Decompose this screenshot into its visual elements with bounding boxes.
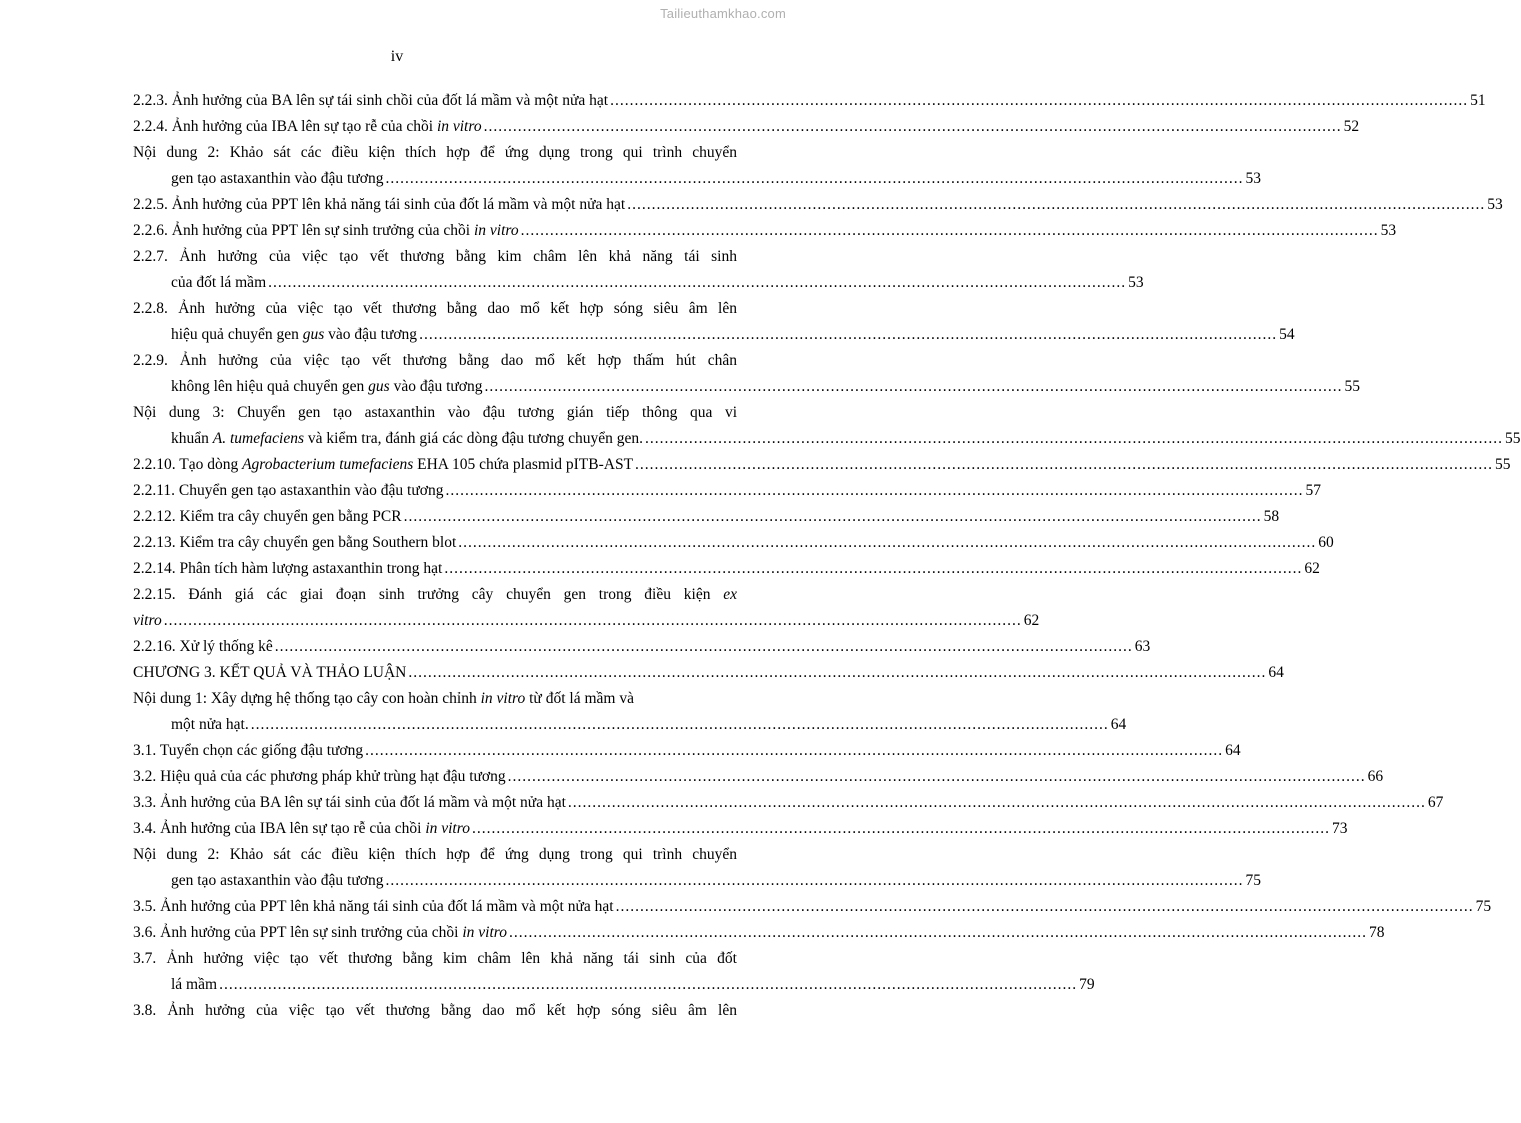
toc-entry xyxy=(133,998,737,1024)
toc-page-number: 60 xyxy=(1318,534,1334,551)
toc-entry xyxy=(133,218,1397,244)
toc-line xyxy=(133,218,1397,244)
toc-line xyxy=(133,426,1521,452)
toc-line-text: gen tạo astaxanthin vào đậu tương xyxy=(171,872,384,889)
toc-entry xyxy=(133,530,1334,556)
toc-line-text: 2.2.14. Phân tích hàm lượng astaxanthin trong hạt xyxy=(133,560,443,577)
dot-leader xyxy=(508,764,1366,790)
toc-line xyxy=(133,166,1261,192)
dot-leader xyxy=(445,478,1303,504)
toc-line xyxy=(133,582,737,608)
toc-line xyxy=(133,894,1492,920)
dot-leader xyxy=(385,868,1243,894)
toc-line xyxy=(133,712,1127,738)
toc-line xyxy=(133,296,737,322)
toc-line xyxy=(133,790,1444,816)
toc-line xyxy=(133,842,737,868)
toc-line xyxy=(133,998,737,1024)
dot-leader xyxy=(472,816,1330,842)
toc-page-number: 63 xyxy=(1134,638,1151,655)
toc-line-text xyxy=(133,586,737,603)
dot-leader xyxy=(458,530,1316,556)
toc-line-text xyxy=(133,816,470,842)
toc-page-number: 55 xyxy=(1505,430,1521,447)
toc-entry xyxy=(133,686,1127,738)
toc-entry xyxy=(133,660,1284,686)
toc-entry xyxy=(133,114,1360,140)
toc-page-number: 64 xyxy=(1110,716,1127,733)
toc-line-text: CHƯƠNG 3. KẾT QUẢ VÀ THẢO LUẬN xyxy=(133,664,407,681)
toc-page-number: 58 xyxy=(1263,508,1280,525)
dot-leader xyxy=(408,660,1266,686)
toc-line-text: 2.2.9. Ảnh hưởng của việc tạo vết thương bằng dao mổ kết hợp thấm hút chân xyxy=(133,352,737,369)
toc-line-text: 3.2. Hiệu quả của các phương pháp khử trùng hạt đậu tương xyxy=(133,768,506,785)
toc-line xyxy=(133,608,1040,634)
toc-entry xyxy=(133,244,1144,296)
toc-entry xyxy=(133,88,1486,114)
dot-leader xyxy=(509,920,1367,946)
toc-entry xyxy=(133,296,1295,348)
toc-line xyxy=(133,374,1360,400)
toc-line xyxy=(133,88,1486,114)
toc-line xyxy=(133,634,1151,660)
text-fragment: 2.2.15. Đánh giá các giai đoạn sinh trưởng cây chuyển gen trong điều kiện xyxy=(133,586,724,603)
table-of-contents xyxy=(133,88,1521,1024)
toc-line-text: 2.2.5. Ảnh hưởng của PPT lên khả năng tái sinh của đốt lá mầm và một nửa hạt xyxy=(133,196,626,213)
toc-page-number: 64 xyxy=(1225,742,1241,759)
toc-line-text: Nội dung 2: Khảo sát các điều kiện thích hợp để ứng dụng trong qui trình chuyển xyxy=(133,144,737,161)
dot-leader xyxy=(404,504,1262,530)
toc-line-text: 3.8. Ảnh hưởng của việc tạo vết thương bằng dao mổ kết hợp sóng siêu âm lên xyxy=(133,1002,737,1019)
toc-page-number: 57 xyxy=(1305,482,1321,499)
toc-entry xyxy=(133,738,1241,764)
toc-page-number: 53 xyxy=(1487,196,1503,213)
toc-page-number: 64 xyxy=(1268,664,1284,681)
toc-line-text: 3.7. Ảnh hưởng việc tạo vết thương bằng kim châm lên khả năng tái sinh của đốt xyxy=(133,950,737,967)
toc-entry xyxy=(133,140,1261,192)
toc-line-text xyxy=(171,374,482,400)
toc-line xyxy=(133,816,1348,842)
toc-entry xyxy=(133,582,1040,634)
toc-entry xyxy=(133,634,1151,660)
dot-leader xyxy=(251,712,1109,738)
toc-line-text xyxy=(133,218,519,244)
toc-line-text: một nửa hạt. xyxy=(171,716,249,733)
toc-page-number: 62 xyxy=(1304,560,1320,577)
toc-entry xyxy=(133,842,1261,894)
toc-page-number: 53 xyxy=(1128,274,1144,291)
toc-line-text xyxy=(171,322,417,348)
toc-line xyxy=(133,556,1320,582)
toc-entry xyxy=(133,452,1511,478)
italic-term: ex xyxy=(723,586,737,603)
toc-page-number: 78 xyxy=(1368,924,1385,941)
dot-leader xyxy=(164,608,1022,634)
toc-line xyxy=(133,946,737,972)
text-fragment: không lên hiệu quả chuyển gen xyxy=(171,378,369,395)
toc-entry xyxy=(133,504,1280,530)
toc-line-text: 2.2.16. Xử lý thống kê xyxy=(133,638,273,655)
italic-term: Agrobacterium tumefaciens xyxy=(242,456,414,473)
toc-entry xyxy=(133,478,1321,504)
toc-line-text xyxy=(133,920,507,946)
italic-term: in vitro xyxy=(425,820,470,837)
text-fragment: khuẩn xyxy=(171,430,213,447)
toc-line xyxy=(133,270,1144,296)
italic-term: gus xyxy=(302,326,325,343)
toc-line-text: 3.5. Ảnh hưởng của PPT lên khả năng tái sinh của đốt lá mầm và một nửa hạt xyxy=(133,898,614,915)
dot-leader xyxy=(484,374,1342,400)
dot-leader xyxy=(635,452,1493,478)
toc-entry xyxy=(133,556,1320,582)
toc-line xyxy=(133,348,737,374)
dot-leader xyxy=(568,790,1426,816)
watermark-text: Tailieuthamkhao.com xyxy=(660,6,786,21)
toc-line-text xyxy=(133,608,162,634)
toc-entry xyxy=(133,348,1360,400)
toc-line-text: 3.1. Tuyển chọn các giống đậu tương xyxy=(133,742,364,759)
toc-entry xyxy=(133,400,1521,452)
dot-leader xyxy=(521,218,1379,244)
dot-leader xyxy=(645,426,1503,452)
italic-term: vitro xyxy=(133,612,162,629)
toc-entry xyxy=(133,790,1444,816)
page-number: iv xyxy=(390,48,404,65)
text-fragment: EHA 105 chứa plasmid pITB-AST xyxy=(413,456,634,473)
toc-line xyxy=(133,244,737,270)
text-fragment: và kiểm tra, đánh giá các dòng đậu tương chuyển gen. xyxy=(304,430,644,447)
dot-leader xyxy=(385,166,1243,192)
toc-page-number: 67 xyxy=(1427,794,1444,811)
toc-line-text: 2.2.12. Kiểm tra cây chuyển gen bằng PCR xyxy=(133,508,402,525)
toc-line xyxy=(133,504,1280,530)
toc-line xyxy=(133,660,1284,686)
toc-entry xyxy=(133,894,1492,920)
dot-leader xyxy=(419,322,1277,348)
dot-leader xyxy=(444,556,1302,582)
toc-line-text: lá mầm xyxy=(171,976,218,993)
toc-line xyxy=(133,920,1385,946)
toc-entry xyxy=(133,946,1095,998)
italic-term: in vitro xyxy=(473,222,519,239)
toc-line xyxy=(133,114,1360,140)
toc-entry xyxy=(133,192,1503,218)
toc-line-text: gen tạo astaxanthin vào đậu tương xyxy=(171,170,384,187)
toc-line-text: Nội dung 3: Chuyển gen tạo astaxanthin vào đậu tương gián tiếp thông qua vi xyxy=(133,404,737,421)
toc-page-number: 51 xyxy=(1470,92,1486,109)
toc-line xyxy=(133,478,1321,504)
toc-page-number: 53 xyxy=(1245,170,1261,187)
italic-term: in vitro xyxy=(436,118,482,135)
toc-line-text: 2.2.3. Ảnh hưởng của BA lên sự tái sinh chồi của đốt lá mầm và một nửa hạt xyxy=(133,92,609,109)
italic-term: in vitro xyxy=(462,924,507,941)
text-fragment: hiệu quả chuyển gen xyxy=(171,326,303,343)
dot-leader xyxy=(484,114,1342,140)
text-fragment: 2.2.4. Ảnh hưởng của IBA lên sự tạo rễ của chồi xyxy=(133,118,437,135)
dot-leader xyxy=(268,270,1126,296)
toc-line-text xyxy=(171,426,643,452)
toc-line xyxy=(133,868,1261,894)
toc-line-text: Nội dung 2: Khảo sát các điều kiện thích hợp để ứng dụng trong qui trình chuyển xyxy=(133,846,737,863)
italic-term: A. tumefaciens xyxy=(212,430,305,447)
toc-line-text: 3.3. Ảnh hưởng của BA lên sự tái sinh của đốt lá mầm và một nửa hạt xyxy=(133,794,566,811)
dot-leader xyxy=(219,972,1077,998)
toc-line xyxy=(133,192,1503,218)
toc-page-number: 55 xyxy=(1344,378,1360,395)
text-fragment: từ đốt lá mầm và xyxy=(525,690,634,707)
toc-entry xyxy=(133,816,1348,842)
toc-entry xyxy=(133,764,1384,790)
text-fragment: 3.6. Ảnh hưởng của PPT lên sự sinh trưởng của chồi xyxy=(133,924,463,941)
text-fragment: 3.4. Ảnh hưởng của IBA lên sự tạo rễ của chồi xyxy=(133,820,426,837)
toc-line-text xyxy=(133,686,634,712)
toc-line-text: 2.2.8. Ảnh hưởng của việc tạo vết thương bằng dao mổ kết hợp sóng siêu âm lên xyxy=(133,300,737,317)
toc-line-text: 2.2.13. Kiểm tra cây chuyển gen bằng Southern blot xyxy=(133,534,457,551)
text-fragment: 2.2.10. Tạo dòng xyxy=(133,456,243,473)
toc-line xyxy=(133,322,1295,348)
toc-line-text: 2.2.7. Ảnh hưởng của việc tạo vết thương bằng kim châm lên khả năng tái sinh xyxy=(133,248,737,265)
text-fragment: vào đậu tương xyxy=(389,378,483,395)
text-fragment: vào đậu tương xyxy=(324,326,418,343)
toc-page-number: 75 xyxy=(1245,872,1261,889)
toc-entry xyxy=(133,920,1385,946)
toc-page-number: 52 xyxy=(1343,118,1360,135)
toc-page-number: 62 xyxy=(1023,612,1040,629)
dot-leader xyxy=(365,738,1223,764)
toc-line-text: 2.2.11. Chuyển gen tạo astaxanthin vào đậu tương xyxy=(133,482,444,499)
toc-line-text: của đốt lá mầm xyxy=(171,274,267,291)
toc-line xyxy=(133,738,1241,764)
toc-line-text xyxy=(133,452,633,478)
toc-page-number: 73 xyxy=(1331,820,1348,837)
toc-line xyxy=(133,972,1095,998)
toc-page-number: 75 xyxy=(1475,898,1492,915)
text-fragment: 2.2.6. Ảnh hưởng của PPT lên sự sinh trưởng của chồi xyxy=(133,222,474,239)
dot-leader xyxy=(616,894,1474,920)
toc-line xyxy=(133,530,1334,556)
toc-page-number: 79 xyxy=(1079,976,1095,993)
toc-page-number: 54 xyxy=(1279,326,1295,343)
toc-line xyxy=(133,400,737,426)
dot-leader xyxy=(610,88,1468,114)
toc-page-number: 55 xyxy=(1495,456,1511,473)
toc-line xyxy=(133,764,1384,790)
toc-line xyxy=(133,686,737,712)
toc-page-number: 66 xyxy=(1367,768,1384,785)
toc-page-number: 53 xyxy=(1380,222,1397,239)
italic-term: in vitro xyxy=(480,690,526,707)
dot-leader xyxy=(275,634,1133,660)
toc-line xyxy=(133,452,1511,478)
italic-term: gus xyxy=(368,378,390,395)
dot-leader xyxy=(627,192,1485,218)
toc-line-text xyxy=(133,114,482,140)
toc-line xyxy=(133,140,737,166)
text-fragment: Nội dung 1: Xây dựng hệ thống tạo cây con hoàn chỉnh xyxy=(133,690,481,707)
